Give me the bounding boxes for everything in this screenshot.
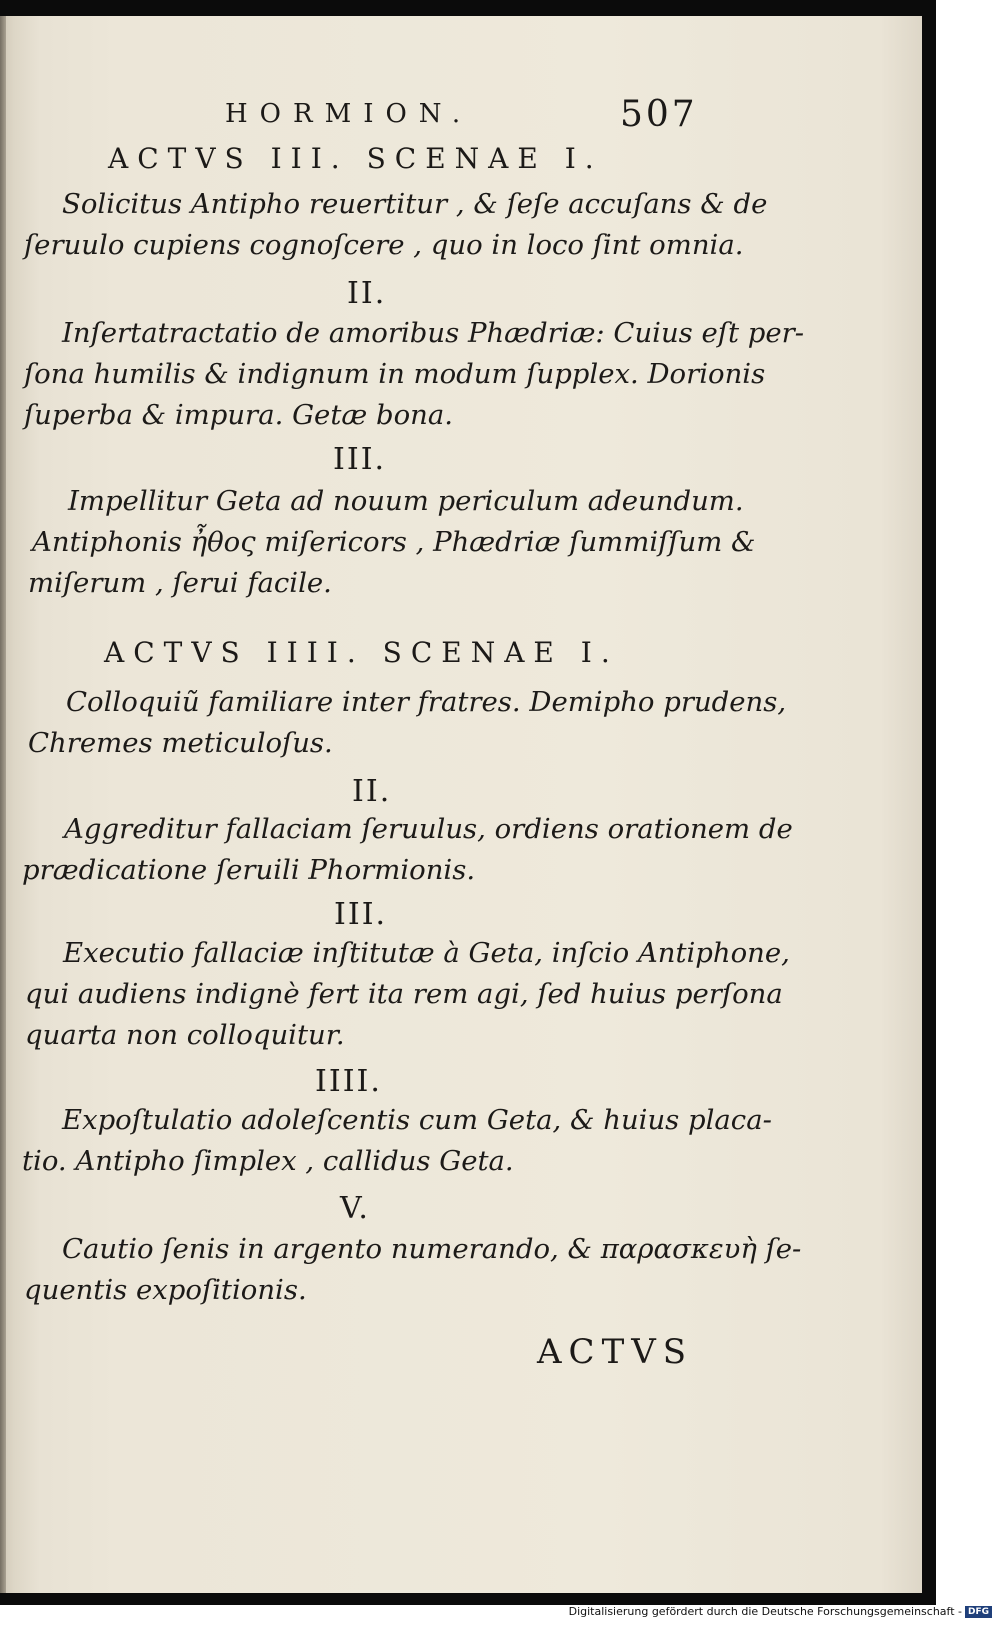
- scene-number: II.: [352, 774, 392, 809]
- scene-summary: [28, 481, 756, 604]
- summary-line: Antiphonis ἦθος miſericors , Phædriæ ſummiſſum &: [32, 526, 756, 558]
- summary-line: ſeruulo cupiens cognoſcere , quo in loco ſint omnia.: [24, 229, 744, 261]
- catchword: ACTVS: [537, 1332, 694, 1372]
- scene-number: III.: [333, 442, 387, 477]
- scene-summary: [24, 1229, 802, 1311]
- running-head-title: HORMION.: [225, 99, 473, 129]
- book-page: [0, 14, 923, 1594]
- scene-number: V.: [340, 1191, 370, 1226]
- scan-border-bottom: [0, 1593, 936, 1605]
- scene-summary: [24, 184, 768, 266]
- summary-line: ſona humilis & indignum in modum ſupplex. Dorionis: [24, 358, 766, 390]
- summary-line: Colloquiũ familiare inter fratres. Demipho prudens,: [66, 686, 787, 718]
- summary-line: quarta non colloquitur.: [25, 1019, 345, 1051]
- scan-border-top: [0, 0, 925, 16]
- summary-line: Impellitur Geta ad nouum periculum adeundum.: [68, 485, 744, 517]
- dfg-logo: DFG: [965, 1606, 992, 1618]
- summary-line: qui audiens indignè fert ita rem agi, ſed huius perſona: [25, 978, 783, 1010]
- scene-summary: [22, 1100, 772, 1182]
- summary-line: Expoſtulatio adoleſcentis cum Geta, & huius placa-: [62, 1104, 772, 1136]
- summary-line: quentis expoſitionis.: [24, 1274, 307, 1306]
- summary-line: prædicatione ſeruili Phormionis.: [22, 854, 476, 886]
- summary-line: Aggreditur fallaciam ſeruulus, ordiens orationem de: [64, 813, 793, 845]
- act-heading: ACTVS III. SCENAE I.: [108, 142, 603, 175]
- scene-summary: [24, 313, 805, 436]
- digitization-credit: [569, 1605, 992, 1618]
- act-heading: ACTVS IIII. SCENAE I.: [104, 636, 619, 669]
- summary-line: miſerum , ſerui facile.: [28, 567, 332, 599]
- summary-line: Executio fallaciæ inſtitutæ à Geta, inſcio Antiphone,: [63, 937, 790, 969]
- scene-number: III.: [334, 897, 388, 932]
- scene-number: IIII.: [315, 1064, 382, 1099]
- summary-line: ſuperba & impura. Getæ bona.: [24, 399, 453, 431]
- summary-line: Solicitus Antipho reuertitur , & ſeſe accuſans & de: [62, 188, 768, 220]
- summary-line: tio. Antipho ſimplex , callidus Geta.: [22, 1145, 514, 1177]
- page-number: 507: [620, 94, 698, 135]
- summary-line: Inſertatractatio de amoribus Phædriæ: Cuius eſt per-: [62, 317, 805, 349]
- summary-line: Chremes meticuloſus.: [28, 727, 333, 759]
- scene-summary: [25, 933, 790, 1056]
- scene-summary: [28, 682, 787, 764]
- scene-summary: [22, 809, 793, 891]
- scan-border-right: [922, 0, 936, 1600]
- scene-number: II.: [347, 276, 387, 311]
- credit-text: Digitalisierung gefördert durch die Deutsche Forschungsgemeinschaft -: [568, 1605, 962, 1618]
- summary-line: Cautio ſenis in argento numerando, & παρασκευὴ ſe-: [62, 1233, 802, 1265]
